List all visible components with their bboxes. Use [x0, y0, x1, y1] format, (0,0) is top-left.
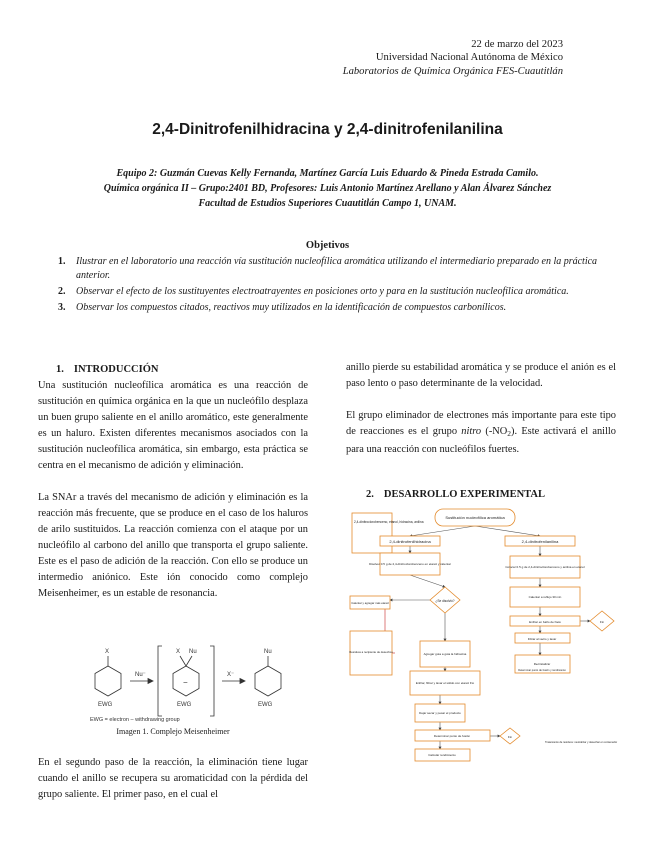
nu-minus-label: Nu⁻	[135, 672, 146, 678]
document-header	[343, 38, 563, 78]
left-bracket	[158, 646, 162, 716]
intro-paragraph-3-block	[38, 755, 308, 803]
objective-text: Observar el efecto de los sustituyentes electroatrayentes en posiciones orto y para en la sustitución nucleofílica aromática.	[76, 285, 569, 297]
meisenheimer-figure	[80, 636, 300, 736]
header-lab: Laboratorios de Química Orgánica FES-Cuautitlán	[342, 65, 563, 77]
x-minus-label: X⁻	[227, 672, 235, 678]
flow-l-step2-text: Agregar gota a gota la hidracina	[423, 652, 467, 656]
right-paragraph-1: anillo pierde su estabilidad aromática y se produce el anión es el paso lento o paso determinante de la velocidad.	[346, 362, 616, 389]
left-column	[38, 362, 308, 602]
intro-heading-text: INTRODUCCIÓN	[73, 364, 159, 375]
intro-paragraph-2: La SNAr a través del mecanismo de adición y eliminación es la reacción más frecuente, que se produce en el caso de los haluros de arilo sustituidos. La reacción comienza con el ataque por un nucleófilo al carbono del anillo que transporta el grupo saliente. Este es el paso de adición de la reacción. Con ello se produce un intermedio aniónico. Este ión conocido como complejo Meisenheimer, es un estable de resonancia.	[38, 492, 308, 599]
objective-text: Observar los compuestos citados, reactivos muy utilizados en la identificación de compuestos carbonílicos.	[76, 301, 507, 313]
document-title: 2,4-Dinitrofenilhidracina y 2,4-dinitrofenilanilina	[152, 121, 503, 138]
flow-reagents-text: 2,4-dinitroclorobenceno, etanol, hidracina, anilina	[354, 520, 424, 524]
flow-r-step3-text: Enfriar en baño de hielo	[529, 620, 561, 624]
header-university: Universidad Nacional Autónoma de México	[375, 52, 563, 64]
intermediate-nu-label: Nu	[189, 649, 197, 655]
authors-line-3: Facultad de Estudios Superiores Cuautitlán Campo 1, UNAM.	[198, 198, 457, 209]
header-date: 22 de marzo del 2023	[471, 39, 563, 50]
flow-r-step6-text: Determinar punto de fusión y rendimiento	[518, 669, 566, 672]
benzene-ring-reactant	[95, 666, 121, 696]
intro-paragraph-3: En el segundo paso de la reacción, la eliminación tiene lugar cuando el anillo se recupera su aromaticidad con la pérdida del grupo saliente. El primer paso, en el cual el	[38, 757, 308, 800]
intro-heading	[38, 362, 308, 378]
flow-r-step1-text: Colocar 0.5 g de 2,4-dinitroclorobenceno y anilina en etanol	[505, 565, 585, 569]
figure-caption: Imagen 1. Complejo Meisenheimer	[116, 727, 230, 736]
objective-item	[58, 301, 618, 315]
flow-note-text: Tratamiento de residuos: neutralizar y desechar en contenedor	[545, 741, 618, 744]
intermediate-ewg-label: EWG	[177, 702, 192, 708]
objective-number: 2.	[58, 285, 66, 297]
flow-r-circle-text: Fin	[599, 620, 605, 624]
experimental-heading	[366, 489, 545, 500]
right-column	[346, 360, 616, 458]
objective-number: 1.	[58, 256, 66, 267]
objective-item	[58, 255, 618, 283]
reactant-x-label: X	[105, 649, 110, 655]
flow-l-decision-text: ¿Se disolvió?	[435, 599, 455, 603]
flow-l-final-text: Calcular rendimiento	[428, 753, 456, 757]
experimental-flowchart	[340, 503, 625, 773]
flow-l-step5-text: Determinar punto de fusión	[433, 734, 471, 738]
flow-left-branch-text: 2,4-dinitrofenilhidracina	[389, 539, 431, 544]
product-ewg-label: EWG	[258, 702, 273, 708]
right-paragraph-2: El grupo eliminador de electrones más importante para este tipo de reacciones es el grupo nitro $(-NO_2)$. Este activará el anillo para una reacción con nucleófilos fuertes.	[346, 410, 616, 455]
intro-heading-number: 1.	[56, 364, 64, 375]
nitro-word: nitro	[461, 426, 482, 437]
objective-text: Ilustrar en el laboratorio una reacción vía sustitución nucleofílica aromática utilizando el intermediario preparado en la práctica anterior.	[76, 256, 598, 282]
ewg-note: EWG = electron – withdrawing group	[90, 717, 180, 723]
flow-r-step4-text: Filtrar al vacío y lavar	[527, 637, 557, 641]
flow-r-step2-text: Calentar a reflujo 30 min	[528, 595, 562, 599]
flow-r-step5-text: Recristalizar	[533, 662, 551, 666]
objective-number: 3.	[58, 301, 66, 313]
flow-l-circle-text: Fin	[507, 735, 513, 739]
experimental-number: 2.	[366, 489, 374, 500]
authors-line-2: Química orgánica II – Grupo:2401 BD, Profesores: Luis Antonio Martínez Arellano y Alan Álvarez Sánchez	[103, 183, 552, 194]
flow-start-text: Sustitución nucleofílica aromática	[445, 515, 505, 520]
right-bracket	[210, 646, 214, 716]
flow-l-step1-text: Disolver 0.5 g de 2,4-dinitroclorobenceno en etanol y calentar	[369, 562, 451, 566]
objectives-list	[58, 255, 618, 316]
objectives-title: Objetivos	[305, 240, 350, 251]
reactant-ewg-label: EWG	[98, 702, 113, 708]
flow-reagents-box	[352, 513, 392, 553]
product-nu-label: Nu	[264, 649, 272, 655]
benzene-ring-product	[255, 666, 281, 696]
authors-block	[55, 166, 600, 211]
intermediate-x-label: X	[176, 649, 181, 655]
flow-l-no-text: Calentar y agregar más etanol	[351, 601, 389, 605]
flow-l-waste-text: Residuos a recipiente de desechos	[349, 650, 393, 654]
objective-item	[58, 285, 618, 299]
flow-right-branch-text: 2,4-dinitrofenilanilina	[521, 539, 559, 544]
flow-l-step4-text: Dejar secar y pesar el producto	[419, 711, 461, 715]
flow-l-step3-text: Enfriar, filtrar y lavar el sólido con etanol frío	[415, 681, 475, 685]
authors-line-1: Equipo 2: Guzmán Cuevas Kelly Fernanda, Martínez García Luis Eduardo & Pineda Estrada Camilo.	[116, 168, 539, 179]
negative-charge: −	[183, 678, 188, 687]
intro-paragraph-1: Una sustitución nucleofílica aromática es una reacción de sustitución en química orgánica en la que un nucleófilo desplaza un buen grupo saliente en el anillo aromático, este generalmente es un haluro. Existen diferentes mecanismos asociados con la sustitución nucleofílica aromática, sin embargo, esta práctica se centra en el mecanismo de adición y eliminación.	[38, 380, 308, 471]
experimental-heading-text: DESARROLLO EXPERIMENTAL	[383, 489, 545, 500]
